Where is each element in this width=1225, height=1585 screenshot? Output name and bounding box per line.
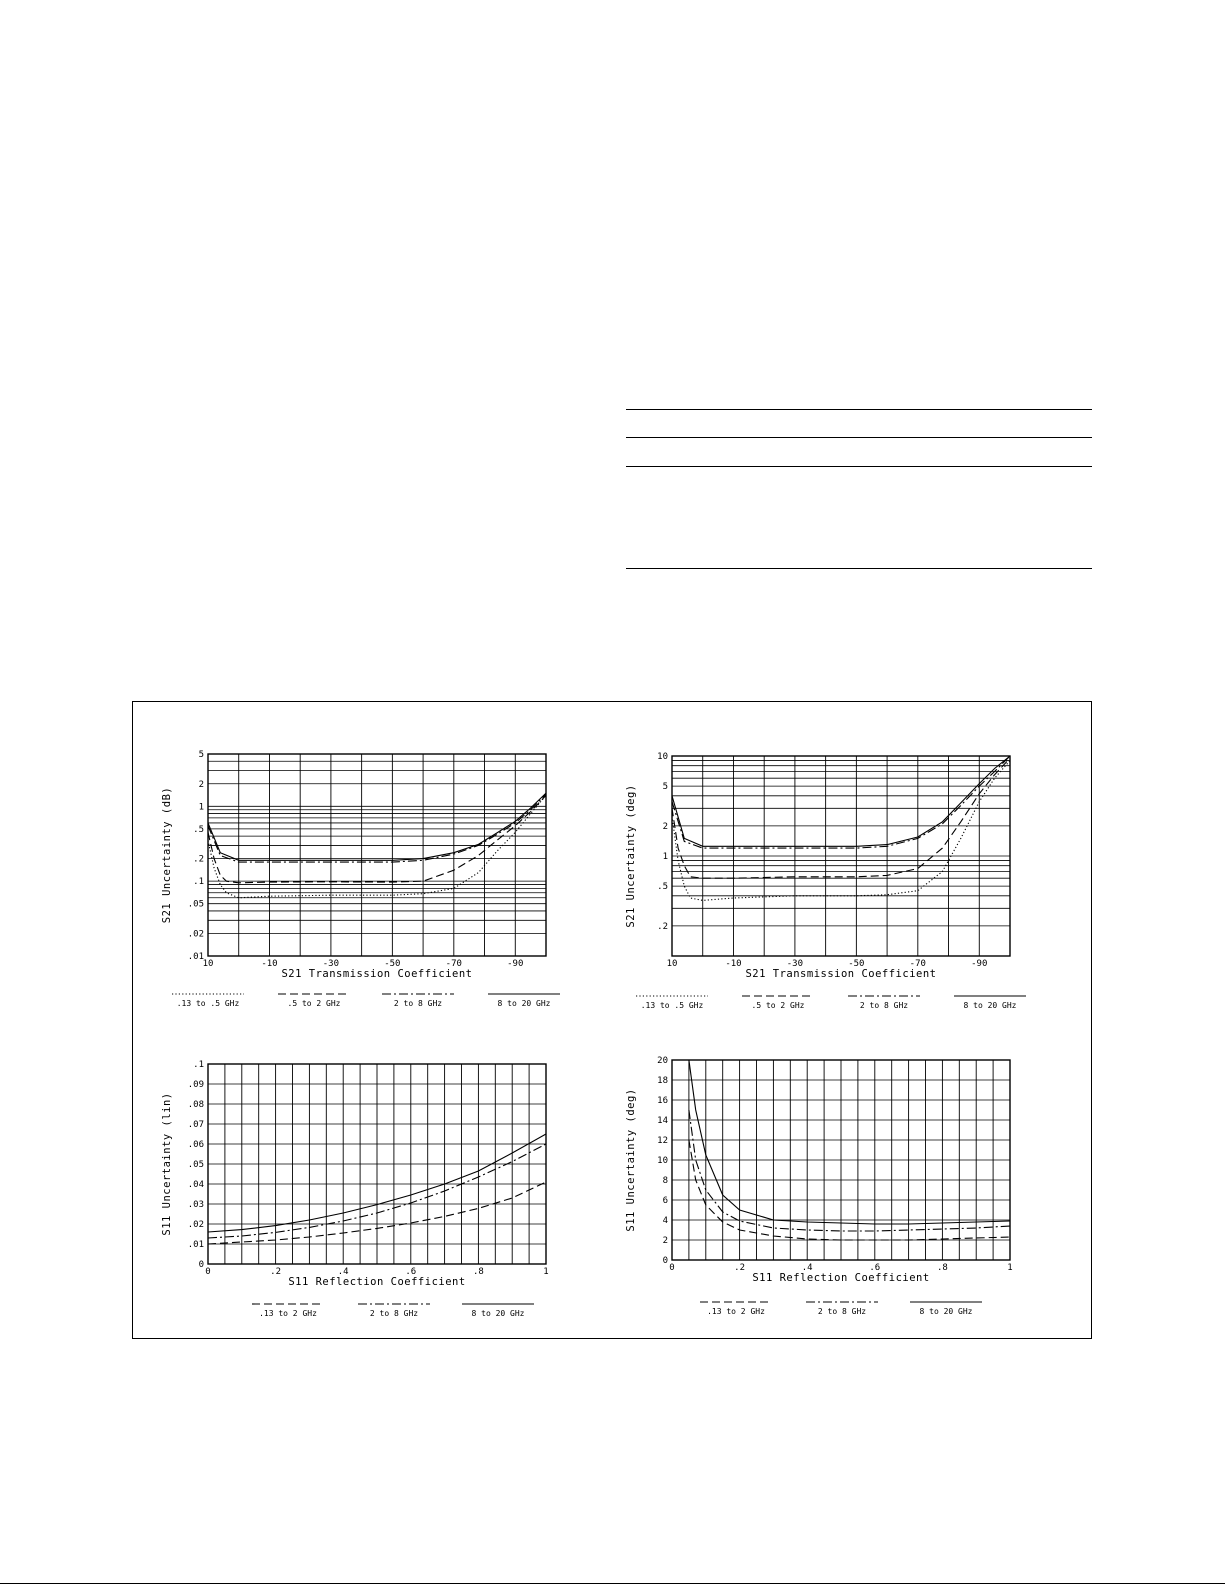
- y-tick-label: 1: [198, 802, 204, 813]
- y-tick-label: 4: [662, 1216, 668, 1226]
- legend-label: 8 to 20 GHz: [471, 1309, 525, 1318]
- y-tick-label: .02: [187, 1220, 204, 1230]
- legend-label: 2 to 8 GHz: [817, 1307, 867, 1316]
- legend-label: 8 to 20 GHz: [919, 1307, 973, 1316]
- y-tick-label: .05: [187, 1160, 204, 1170]
- y-tick-label: .01: [187, 952, 204, 962]
- series-line: [689, 1060, 1010, 1224]
- y-tick-label: .05: [187, 899, 204, 910]
- y-tick-label: 0: [198, 1260, 204, 1270]
- series-line: [208, 794, 546, 862]
- table-rule-bottom: [626, 568, 1092, 569]
- table-rule-header: [626, 437, 1092, 438]
- y-tick-label: .04: [187, 1180, 204, 1190]
- x-tick-label: 1: [1007, 1263, 1013, 1273]
- x-tick-label: -70: [909, 959, 926, 969]
- x-tick-label: -10: [261, 959, 278, 969]
- x-axis-title: S21 Transmission Coefficient: [745, 968, 937, 980]
- x-tick-label: -50: [848, 959, 865, 969]
- x-tick-label: .6: [405, 1267, 417, 1277]
- y-tick-label: 6: [662, 1196, 668, 1206]
- y-tick-label: .5: [657, 882, 668, 893]
- x-tick-label: -30: [322, 959, 340, 969]
- table-rule-body: [626, 466, 1092, 467]
- y-tick-label: 2: [662, 1236, 668, 1246]
- x-tick-label: 0: [669, 1263, 675, 1273]
- x-tick-label: 1: [543, 1267, 549, 1277]
- chart-s11-magnitude: [150, 1060, 570, 1340]
- legend-label: 2 to 8 GHz: [369, 1309, 419, 1318]
- x-axis-title: S11 Reflection Coefficient: [288, 1276, 466, 1288]
- legend-label: 8 to 20 GHz: [963, 1001, 1017, 1010]
- y-axis-title: S11 Uncertainty (lin): [161, 1092, 173, 1236]
- y-axis-title: S21 Uncertainty (dB): [161, 786, 173, 924]
- chart-s11-phase: [620, 1056, 1040, 1340]
- chart-s21-phase: [620, 750, 1040, 1030]
- series-line: [208, 795, 546, 882]
- x-tick-label: -90: [507, 959, 524, 969]
- x-axis-title: S11 Reflection Coefficient: [752, 1272, 930, 1284]
- series-line: [672, 761, 1010, 901]
- y-tick-label: 2: [198, 779, 204, 790]
- y-tick-label: .08: [187, 1100, 204, 1110]
- y-tick-label: .07: [187, 1120, 204, 1130]
- x-tick-label: .8: [936, 1263, 948, 1273]
- y-tick-label: 12: [657, 1136, 668, 1146]
- y-tick-label: .02: [187, 929, 204, 940]
- y-tick-label: .2: [193, 854, 204, 865]
- legend-label: 2 to 8 GHz: [859, 1001, 909, 1010]
- y-tick-label: .01: [187, 1240, 204, 1250]
- y-tick-label: 8: [662, 1176, 668, 1186]
- y-tick-label: 0: [662, 1256, 668, 1266]
- y-tick-label: 18: [657, 1076, 668, 1086]
- x-tick-label: -90: [971, 959, 988, 969]
- y-tick-label: .09: [187, 1080, 204, 1090]
- x-tick-label: .8: [472, 1267, 484, 1277]
- plot-frame: [208, 754, 546, 956]
- legend-label: 8 to 20 GHz: [497, 999, 551, 1008]
- y-tick-label: 20: [657, 1056, 668, 1066]
- y-axis-title: S21 Uncertainty (deg): [625, 784, 637, 928]
- y-tick-label: .5: [193, 824, 204, 835]
- chart-s21-magnitude: [150, 748, 570, 1028]
- x-tick-label: -70: [445, 959, 462, 969]
- series-line: [689, 1110, 1010, 1231]
- x-tick-label: 10: [666, 959, 678, 969]
- x-tick-label: .6: [869, 1263, 881, 1273]
- x-tick-label: .2: [270, 1267, 282, 1277]
- x-tick-label: -50: [384, 959, 401, 969]
- y-tick-label: 14: [657, 1116, 668, 1126]
- x-tick-label: -10: [725, 959, 742, 969]
- table-rule-top: [626, 409, 1092, 410]
- legend-label: .13 to 2 GHz: [259, 1309, 317, 1318]
- legend-label: .5 to 2 GHz: [751, 1001, 805, 1010]
- page-bottom-rule: [0, 1583, 1225, 1584]
- x-tick-label: 10: [202, 959, 214, 969]
- x-axis-title: S21 Transmission Coefficient: [281, 968, 473, 980]
- legend-label: .5 to 2 GHz: [287, 999, 341, 1008]
- series-line: [689, 1140, 1010, 1240]
- y-tick-label: .2: [657, 921, 668, 932]
- x-tick-label: .2: [734, 1263, 746, 1273]
- y-axis-title: S11 Uncertainty (deg): [625, 1088, 637, 1232]
- legend-label: .13 to .5 GHz: [176, 999, 240, 1008]
- y-tick-label: 16: [657, 1096, 668, 1106]
- y-tick-label: .03: [187, 1200, 204, 1210]
- x-tick-label: -30: [786, 959, 804, 969]
- legend-label: .13 to 2 GHz: [707, 1307, 765, 1316]
- y-tick-label: 5: [662, 782, 668, 793]
- x-tick-label: 0: [205, 1267, 211, 1277]
- legend-label: 2 to 8 GHz: [393, 999, 443, 1008]
- y-tick-label: .1: [193, 1060, 204, 1070]
- y-tick-label: .1: [193, 877, 204, 888]
- y-tick-label: .06: [187, 1140, 204, 1150]
- series-line: [208, 793, 546, 860]
- y-tick-label: 1: [662, 852, 668, 862]
- x-tick-label: .4: [337, 1267, 349, 1277]
- series-line: [672, 756, 1010, 848]
- y-tick-label: 2: [662, 821, 668, 832]
- y-tick-label: 10: [657, 752, 668, 762]
- y-tick-label: 10: [657, 1156, 668, 1166]
- x-tick-label: .4: [801, 1263, 813, 1273]
- legend-label: .13 to .5 GHz: [640, 1001, 704, 1010]
- y-tick-label: 5: [198, 750, 204, 760]
- series-line: [672, 756, 1010, 846]
